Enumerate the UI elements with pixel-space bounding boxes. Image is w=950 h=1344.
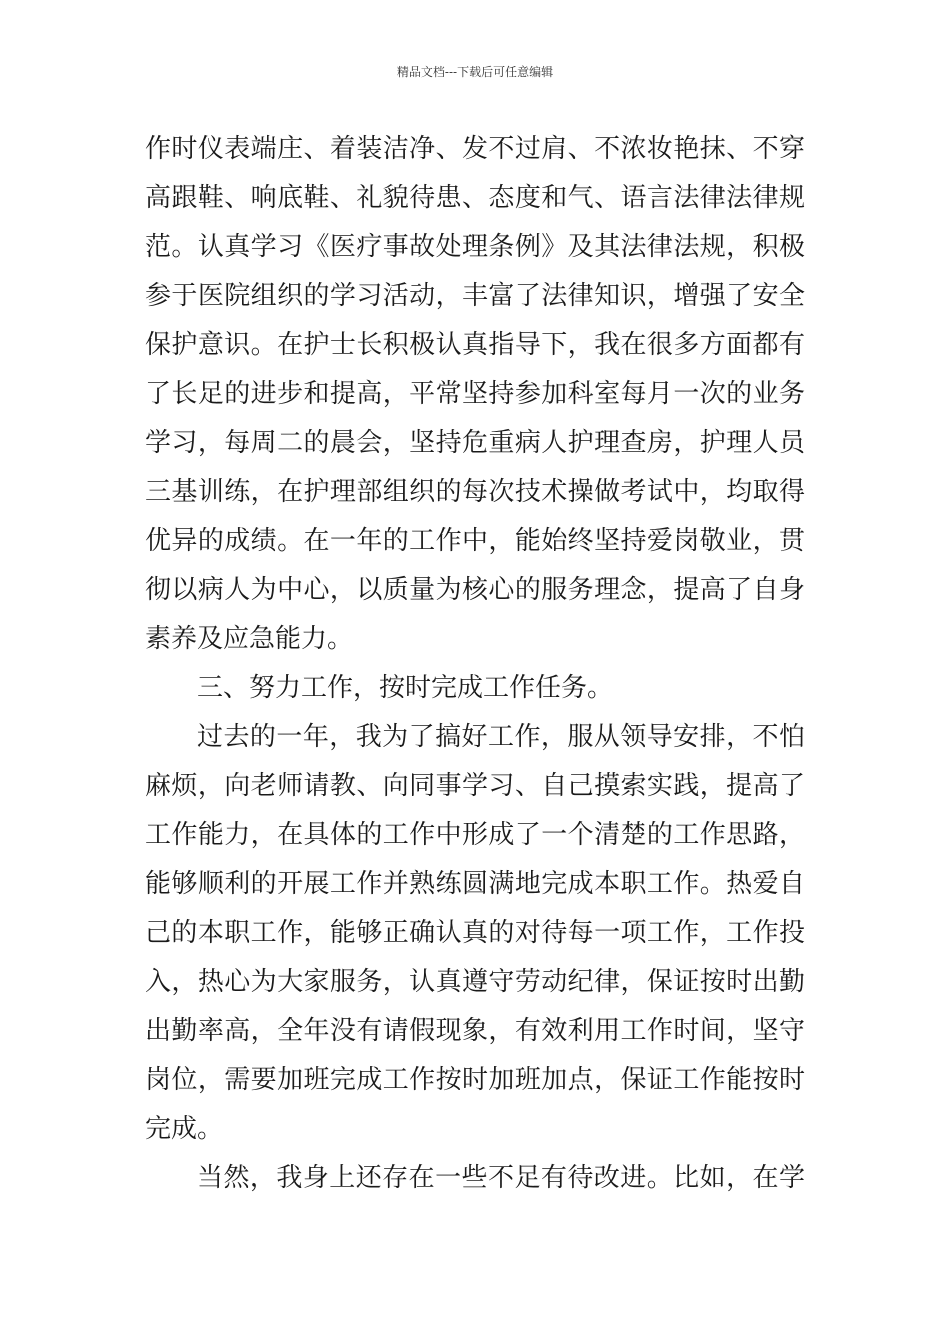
text-line: 彻以病人为中心，以质量为核心的服务理念，提高了自身 bbox=[145, 575, 805, 605]
text-line: 作时仪表端庄、着装洁净、发不过肩、不浓妆艳抹、不穿 bbox=[145, 134, 805, 164]
text-line: 保护意识。在护士长积极认真指导下，我在很多方面都有 bbox=[145, 330, 805, 360]
text-line: 高跟鞋、响底鞋、礼貌待患、态度和气、语言法律法律规 bbox=[145, 183, 805, 213]
text-line: 能够顺利的开展工作并熟练圆满地完成本职工作。热爱自 bbox=[145, 869, 805, 899]
page-header: 精品文档---下载后可任意编辑 bbox=[396, 65, 554, 79]
text-line: 学习，每周二的晨会，坚持危重病人护理查房，护理人员 bbox=[145, 428, 805, 458]
text-line: 范。认真学习《医疗事故处理条例》及其法律法规，积极 bbox=[145, 232, 805, 262]
document-body bbox=[145, 125, 805, 1203]
text-line: 工作能力，在具体的工作中形成了一个清楚的工作思路， bbox=[145, 820, 805, 850]
text-line: 优异的成绩。在一年的工作中，能始终坚持爱岗敬业，贯 bbox=[145, 526, 805, 556]
section-heading: 三、努力工作，按时完成工作任务。 bbox=[197, 673, 614, 703]
text-line: 岗位，需要加班完成工作按时加班加点，保证工作能按时 bbox=[145, 1065, 805, 1095]
text-line: 入，热心为大家服务，认真遵守劳动纪律，保证按时出勤 bbox=[145, 967, 805, 997]
text-line: 麻烦，向老师请教、向同事学习、自己摸索实践，提高了 bbox=[145, 771, 805, 801]
text-line: 出勤率高，全年没有请假现象，有效利用工作时间，坚守 bbox=[145, 1016, 805, 1046]
text-line: 参于医院组织的学习活动，丰富了法律知识，增强了安全 bbox=[145, 281, 805, 311]
text-line: 了长足的进步和提高，平常坚持参加科室每月一次的业务 bbox=[145, 379, 805, 409]
text-line: 过去的一年，我为了搞好工作，服从领导安排，不怕 bbox=[197, 722, 805, 752]
text-line: 当然，我身上还存在一些不足有待改进。比如，在学 bbox=[197, 1163, 805, 1193]
text-line: 素养及应急能力。 bbox=[145, 624, 354, 654]
text-line: 完成。 bbox=[145, 1114, 224, 1144]
text-line: 三基训练，在护理部组织的每次技术操做考试中，均取得 bbox=[145, 477, 805, 507]
text-line: 己的本职工作，能够正确认真的对待每一项工作，工作投 bbox=[145, 918, 805, 948]
